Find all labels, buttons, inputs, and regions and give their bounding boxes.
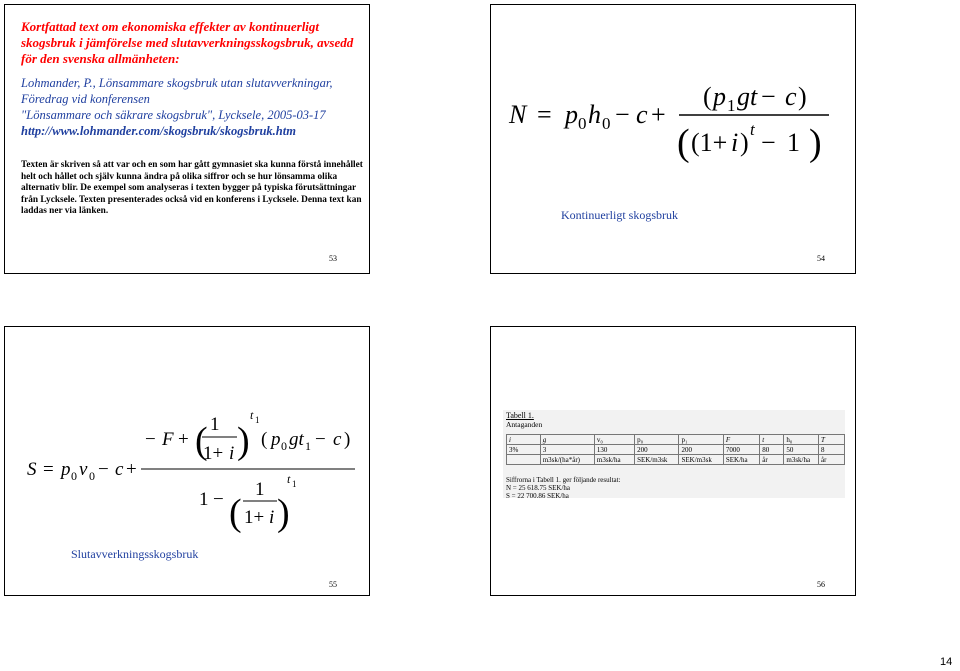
svg-text:1+: 1+ <box>203 443 224 464</box>
svg-text:): ) <box>277 492 290 534</box>
slide-56 <box>490 326 856 596</box>
table-header-row <box>507 435 845 445</box>
page-number: 56 <box>817 580 825 589</box>
svg-text:(: ( <box>229 492 242 534</box>
formula-s <box>5 327 371 557</box>
svg-text:1: 1 <box>199 489 209 510</box>
result-s: S = 22 700.86 SEK/ha <box>506 492 569 500</box>
svg-text:i: i <box>229 443 235 464</box>
table-header-cell: p₁ <box>679 435 723 445</box>
assumptions-table <box>506 434 845 465</box>
svg-text:): ) <box>798 82 807 111</box>
svg-text:): ) <box>344 429 351 450</box>
svg-text:gt: gt <box>289 429 304 450</box>
svg-text:t: t <box>750 120 755 139</box>
table-header-cell: v₀ <box>594 435 634 445</box>
svg-text:c: c <box>333 429 342 450</box>
table-cell: SEK/m3sk <box>635 455 679 465</box>
svg-text:1: 1 <box>210 414 220 435</box>
slide-55 <box>4 326 370 596</box>
svg-text:c: c <box>636 100 648 129</box>
formula-n <box>491 5 857 164</box>
svg-text:−: − <box>761 82 776 111</box>
table-panel <box>503 410 845 498</box>
slide-53 <box>4 4 370 274</box>
slide-title: Kortfattad text om ekonomiska effekter av kontinuerligt skogsbruk i jämförelse med slutavverkningsskogsbruk, avsedd för den svenska allmänheten: <box>21 19 354 66</box>
table-cell: 50 <box>784 445 819 455</box>
svg-text:0: 0 <box>71 469 77 483</box>
table-cell: år <box>760 455 784 465</box>
svg-text:gt: gt <box>737 82 758 111</box>
svg-text:N: N <box>509 100 527 129</box>
svg-text:−: − <box>761 128 776 157</box>
table-cell: 200 <box>679 445 723 455</box>
svg-text:i: i <box>731 128 739 157</box>
table-header-cell: i <box>507 435 541 445</box>
table-cell <box>507 455 541 465</box>
svg-text:v: v <box>79 459 88 480</box>
slide-body-text: Texten är skriven så att var och en som har gått gymnasiet ska kunna förstå innehållet helt och hållet och själv kunna ändra på olika siffror och se hur lönsamma olika alternativ blir. De exempel som analyseras i texten bygger på typiska förutsättningar från Lycksele. Texten presenterades också vid en konferens i Lycksele. Denna text kan laddas ner via länken. <box>21 160 363 216</box>
page-number: 55 <box>329 580 337 589</box>
table-cell: m3sk/ha <box>594 455 634 465</box>
page-number: 54 <box>817 254 825 263</box>
table-cell: 130 <box>594 445 634 455</box>
svg-text:−: − <box>213 489 224 510</box>
table-title: Tabell 1. <box>506 411 534 420</box>
svg-text:1: 1 <box>292 479 297 489</box>
svg-text:−: − <box>315 429 326 450</box>
svg-text:(: ( <box>195 420 208 462</box>
table-header-cell: T <box>818 435 844 445</box>
svg-text:(1+: (1+ <box>691 128 728 157</box>
slide-caption: Kontinuerligt skogsbruk <box>561 208 678 222</box>
svg-text:F: F <box>162 429 174 450</box>
svg-text:−: − <box>98 459 109 480</box>
svg-text:=: = <box>537 100 552 129</box>
svg-text:−: − <box>615 100 630 129</box>
svg-text:S: S <box>27 459 37 480</box>
reference-conference: "Lönsammare och säkrare skogsbruk", Lycksele, 2005-03-17 <box>21 108 326 122</box>
result-intro: Siffrorna i Tabell 1. ger följande resultat: <box>506 476 621 484</box>
svg-text:1+: 1+ <box>244 507 265 528</box>
svg-text:0: 0 <box>89 469 95 483</box>
svg-text:+: + <box>651 100 666 129</box>
svg-text:t: t <box>250 408 254 422</box>
reference-event: Föredrag vid konferensen <box>21 92 150 106</box>
svg-text:(: ( <box>677 122 690 164</box>
svg-text:p: p <box>61 459 71 480</box>
svg-text:+: + <box>126 459 137 480</box>
table-header-cell: F <box>723 435 759 445</box>
svg-text:1: 1 <box>305 439 311 453</box>
svg-text:c: c <box>115 459 124 480</box>
table-cell: 3% <box>507 445 541 455</box>
svg-text:c: c <box>785 82 797 111</box>
table-cell: SEK/ha <box>723 455 759 465</box>
reference-author: Lohmander, P., Lönsammare skogsbruk utan slutavverkningar, <box>21 76 333 90</box>
svg-text:−: − <box>145 429 156 450</box>
table-row <box>507 445 845 455</box>
svg-text:p: p <box>713 82 726 111</box>
svg-text:1: 1 <box>255 479 265 500</box>
svg-text:(: ( <box>261 429 268 450</box>
svg-text:0: 0 <box>281 439 287 453</box>
svg-text:h: h <box>588 100 601 129</box>
svg-text:p: p <box>271 429 281 450</box>
result-n: N = 25 618.75 SEK/ha <box>506 484 571 492</box>
slide-54 <box>490 4 856 274</box>
table-header-cell: t <box>760 435 784 445</box>
reference-link[interactable]: http://www.lohmander.com/skogsbruk/skogsbruk.htm <box>21 124 296 138</box>
table-row <box>507 455 845 465</box>
svg-text:0: 0 <box>602 114 611 133</box>
svg-text:1: 1 <box>255 415 260 425</box>
table-cell: 7000 <box>723 445 759 455</box>
svg-text:1: 1 <box>787 128 800 157</box>
svg-text:i: i <box>269 507 275 528</box>
svg-text:+: + <box>178 429 189 450</box>
table-cell: 80 <box>760 445 784 455</box>
svg-text:): ) <box>237 420 250 462</box>
svg-text:=: = <box>43 459 54 480</box>
reference <box>21 75 361 139</box>
svg-text:): ) <box>809 122 822 164</box>
table-cell: 8 <box>818 445 844 455</box>
table-header-cell: g <box>540 435 594 445</box>
table-cell: m3sk/ha <box>784 455 819 465</box>
table-subtitle: Antaganden <box>506 420 543 429</box>
page-number-footer: 14 <box>940 656 953 668</box>
table-header-cell: p₀ <box>635 435 679 445</box>
table-cell: 200 <box>635 445 679 455</box>
table-cell: m3sk/(ha*år) <box>540 455 594 465</box>
slide-caption: Slutavverkningsskogsbruk <box>71 547 199 561</box>
svg-text:(: ( <box>703 82 712 111</box>
svg-text:): ) <box>740 128 749 157</box>
table-cell: SEK/m3sk <box>679 455 723 465</box>
table-cell: 3 <box>540 445 594 455</box>
svg-text:1: 1 <box>727 96 736 115</box>
svg-text:t: t <box>287 472 291 486</box>
svg-text:0: 0 <box>578 114 587 133</box>
table-cell: år <box>818 455 844 465</box>
page-number: 53 <box>329 254 337 263</box>
svg-text:p: p <box>565 100 578 129</box>
table-header-cell: h₀ <box>784 435 819 445</box>
